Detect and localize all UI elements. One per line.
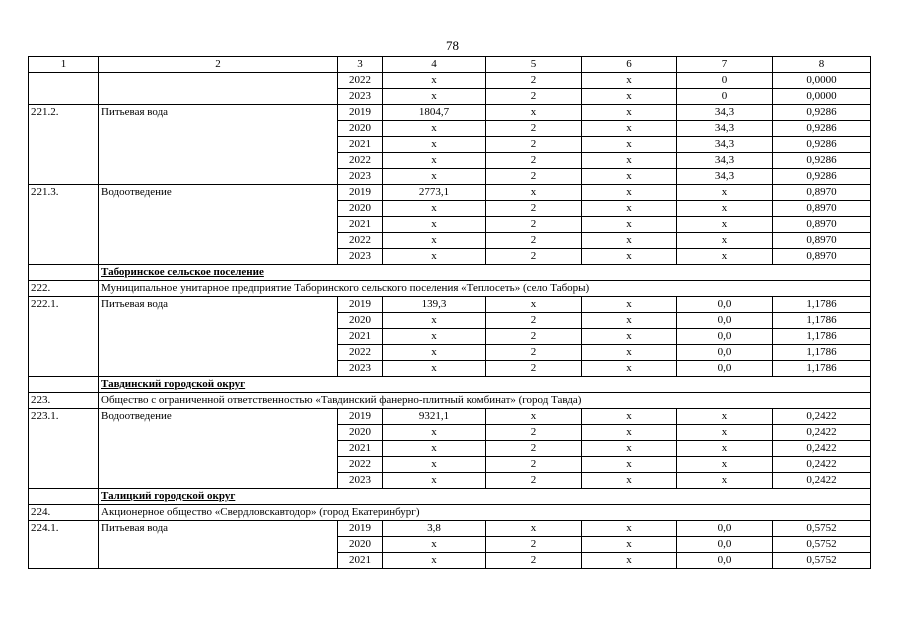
section-row [29,377,871,393]
table-cell: 2022 [338,345,383,361]
table-cell: x [582,473,677,489]
service-name: Питьевая вода [99,297,338,377]
table-cell: 0,0000 [773,89,871,105]
table-cell: 2022 [338,153,383,169]
column-header: 4 [383,57,486,73]
table-cell: 0,0 [677,329,773,345]
table-cell: 2 [486,313,582,329]
section-row [29,265,871,281]
table-cell: x [582,105,677,121]
organization-row [29,281,871,297]
table-cell: x [677,409,773,425]
table-cell: 0,9286 [773,169,871,185]
table-cell: x [383,313,486,329]
table-cell: 34,3 [677,169,773,185]
table-cell: x [383,201,486,217]
table-cell: 2 [486,441,582,457]
table-cell: 34,3 [677,153,773,169]
table-cell: 2 [486,169,582,185]
table-cell: 2773,1 [383,185,486,201]
table-cell: x [383,329,486,345]
table-cell: 0,9286 [773,137,871,153]
table-cell: x [383,345,486,361]
table-cell: x [677,473,773,489]
section-title: Тавдинский городской округ [99,377,871,393]
table-cell: 34,3 [677,121,773,137]
organization-name: Общество с ограниченной ответственностью «Тавдинский фанерно-плитный комбинат» (город Тавда) [99,393,871,409]
table-cell: 0,8970 [773,217,871,233]
table-cell: 0,0 [677,553,773,569]
table-cell: 2019 [338,409,383,425]
table-cell: 0,2422 [773,457,871,473]
table-cell: x [383,441,486,457]
table-cell: x [582,409,677,425]
table-cell: x [582,73,677,89]
table-cell: 2 [486,89,582,105]
table-row [29,105,871,121]
table-cell: 2 [486,361,582,377]
section-row [29,489,871,505]
table-cell: x [486,185,582,201]
table-cell: x [582,329,677,345]
table-row [29,185,871,201]
section-title: Талицкий городской округ [99,489,871,505]
table-cell: 2021 [338,217,383,233]
table-cell: x [582,201,677,217]
table-cell: x [582,345,677,361]
table-cell: 1,1786 [773,329,871,345]
table-cell: x [677,233,773,249]
table-cell: 0,0 [677,313,773,329]
table-cell: 0,2422 [773,473,871,489]
table-cell: 2 [486,233,582,249]
organization-name: Акционерное общество «Свердловскавтодор» (город Екатеринбург) [99,505,871,521]
table-cell: 2 [486,201,582,217]
table-cell: 2 [486,153,582,169]
table-cell: 2023 [338,249,383,265]
table-cell: x [677,217,773,233]
row-number: 223. [29,393,99,409]
table-cell: 2020 [338,121,383,137]
table-cell: 0,5752 [773,521,871,537]
table-cell: x [383,473,486,489]
table-cell: x [677,441,773,457]
table-cell: 2 [486,345,582,361]
table-cell: x [383,425,486,441]
row-number: 222. [29,281,99,297]
table-cell: 2020 [338,425,383,441]
row-number: 223.1. [29,409,99,489]
row-number: 224. [29,505,99,521]
table-cell: 1,1786 [773,297,871,313]
table-cell: 2019 [338,185,383,201]
table-cell: x [383,233,486,249]
table-cell: 2019 [338,297,383,313]
table-cell: 0,9286 [773,105,871,121]
table-cell: 1,1786 [773,345,871,361]
table-cell: x [383,89,486,105]
table-cell: 1,1786 [773,313,871,329]
row-number: 221.3. [29,185,99,265]
table-cell: 0,8970 [773,233,871,249]
table-cell: 2022 [338,73,383,89]
table-cell: 0,9286 [773,153,871,169]
table-cell: x [486,409,582,425]
column-header: 1 [29,57,99,73]
table-cell: x [582,217,677,233]
table-cell: 0,8970 [773,185,871,201]
table-cell: 0,0 [677,537,773,553]
table-cell: x [383,121,486,137]
table-cell: 0,2422 [773,409,871,425]
column-header: 2 [99,57,338,73]
table-cell: 0 [677,73,773,89]
table-cell: 2023 [338,473,383,489]
section-number-cell [29,265,99,281]
table-cell: 139,3 [383,297,486,313]
table-cell: 0,0 [677,361,773,377]
table-cell: 2021 [338,137,383,153]
table-cell: 2020 [338,537,383,553]
table-cell: 2 [486,73,582,89]
section-number-cell [29,377,99,393]
table-cell: x [486,521,582,537]
table-cell: x [582,361,677,377]
table-row [29,521,871,537]
table-cell: x [383,457,486,473]
table-cell: 2023 [338,361,383,377]
table-cell: x [582,521,677,537]
table-cell: 2023 [338,169,383,185]
table-cell: 2 [486,329,582,345]
table-cell: x [582,249,677,265]
table-cell: 0,2422 [773,425,871,441]
table-cell: 2021 [338,441,383,457]
table-cell: x [582,457,677,473]
table-cell: x [383,537,486,553]
table-cell: x [582,153,677,169]
table-cell: 0,5752 [773,537,871,553]
table-cell: 0,0 [677,521,773,537]
table-row [29,409,871,425]
table-cell: x [582,553,677,569]
table-cell: 0,2422 [773,441,871,457]
table-cell: 1804,7 [383,105,486,121]
table-cell: 2023 [338,89,383,105]
table-cell: 0,9286 [773,121,871,137]
section-title: Таборинское сельское поселение [99,265,871,281]
row-number: 222.1. [29,297,99,377]
organization-row [29,505,871,521]
table-cell: 2 [486,553,582,569]
table-cell: 1,1786 [773,361,871,377]
tariff-table [28,56,871,569]
table-cell: x [677,425,773,441]
table-cell: x [582,233,677,249]
table-cell: 0 [677,89,773,105]
table-cell: 2 [486,425,582,441]
table-cell: 2021 [338,329,383,345]
table-cell: x [677,201,773,217]
table-cell: x [582,425,677,441]
table-cell: x [486,297,582,313]
table-cell: x [383,73,486,89]
table-cell: x [582,313,677,329]
table-cell: 0,8970 [773,201,871,217]
column-header: 7 [677,57,773,73]
column-header: 8 [773,57,871,73]
table-cell: 2021 [338,553,383,569]
table-cell: 2020 [338,201,383,217]
table-cell: x [383,137,486,153]
table-cell: x [383,217,486,233]
table-cell: 2020 [338,313,383,329]
row-number: 221.2. [29,105,99,185]
table-cell: x [582,441,677,457]
table-cell: x [383,153,486,169]
table-cell: x [486,105,582,121]
table-cell: x [383,553,486,569]
table-cell: x [383,361,486,377]
table-cell: 3,8 [383,521,486,537]
column-header: 6 [582,57,677,73]
table-cell: 0,0 [677,345,773,361]
table-cell: x [582,89,677,105]
table-cell: 2019 [338,105,383,121]
service-name: Питьевая вода [99,105,338,185]
table-body [29,57,871,569]
table-cell: 2 [486,249,582,265]
table-cell: x [582,537,677,553]
service-name: Питьевая вода [99,521,338,569]
table-cell: 2 [486,473,582,489]
table-cell: x [383,169,486,185]
table-cell: 2 [486,217,582,233]
table-cell: x [677,185,773,201]
table-cell: 0,0 [677,297,773,313]
table-cell: 2022 [338,233,383,249]
table-cell: x [582,169,677,185]
section-number-cell [29,489,99,505]
table-cell: x [582,185,677,201]
table-cell: x [582,137,677,153]
table-cell: 2022 [338,457,383,473]
row-number: 224.1. [29,521,99,569]
table-cell: 9321,1 [383,409,486,425]
table-cell: 2 [486,537,582,553]
column-header: 5 [486,57,582,73]
row-number [29,73,99,105]
service-name: Водоотведение [99,409,338,489]
table-cell: 2 [486,457,582,473]
table-cell: x [677,249,773,265]
table-cell: x [383,249,486,265]
table-cell: x [582,297,677,313]
table-cell: 2019 [338,521,383,537]
column-header: 3 [338,57,383,73]
table-cell: 0,5752 [773,553,871,569]
table-cell: 0,0000 [773,73,871,89]
table-row [29,297,871,313]
table-cell: x [677,457,773,473]
table-cell: 34,3 [677,137,773,153]
organization-row [29,393,871,409]
service-name: Водоотведение [99,185,338,265]
table-row [29,73,871,89]
table-cell: 0,8970 [773,249,871,265]
table-cell: 34,3 [677,105,773,121]
service-name [99,73,338,105]
organization-name: Муниципальное унитарное предприятие Таборинского сельского поселения «Теплосеть» (село Таборы) [99,281,871,297]
table-cell: 2 [486,121,582,137]
table-cell: 2 [486,137,582,153]
table-cell: x [582,121,677,137]
header-row [29,57,871,73]
page-number: 78 [446,38,459,53]
